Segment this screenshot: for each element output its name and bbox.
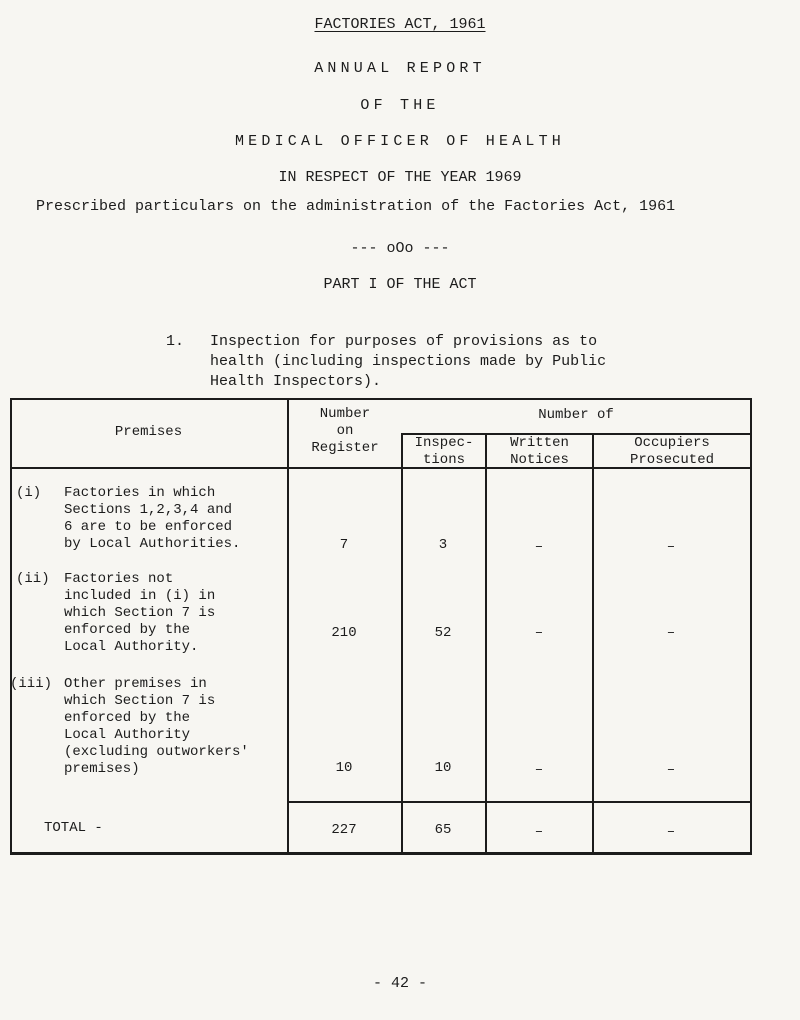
total-prosecuted: – [666,824,676,840]
row-index: (i) [16,485,42,501]
row-register: 210 [331,625,357,641]
header-number-on-register: Number on Register [311,406,379,456]
row-prosecuted: – [666,539,676,555]
row-label: Factories not included in (i) in which Section 7 is enforced by the Local Authority. [64,571,216,655]
row-inspections: 52 [434,625,452,641]
register-divider [401,433,403,855]
part-heading: PART I OF THE ACT [323,276,477,293]
header-number-of: Number of [538,407,614,423]
notices-divider [592,433,594,855]
separator: --- oOo --- [350,240,450,257]
total-notices: – [534,824,544,840]
report-heading-line-3: MEDICAL OFFICER OF HEALTH [234,133,566,150]
row-prosecuted: – [666,762,676,778]
inspections-divider [485,433,487,855]
row-inspections: 10 [434,760,452,776]
section-text: Inspection for purposes of provisions as to health (including inspections made by Public Health Inspectors). [210,333,607,390]
table-top-border [10,398,752,400]
row-label: Other premises in which Section 7 is enforced by the Local Authority (excluding outworkers' premises) [64,676,249,777]
row-notices: – [534,625,544,641]
row-prosecuted: – [666,625,676,641]
header-premises: Premises [114,424,183,440]
table-bottom-border [10,852,752,855]
row-index: (ii) [16,571,50,587]
row-register: 7 [339,537,349,553]
prescribed-particulars-line: Prescribed particulars on the administration of the Factories Act, 1961 [36,198,676,215]
row-notices: – [534,762,544,778]
table-right-border [750,398,752,855]
row-inspections: 3 [438,537,448,553]
page-number: - 42 - [372,975,427,992]
report-heading-line-1: ANNUAL REPORT [314,60,486,77]
report-heading-line-2: OF THE [360,97,440,114]
row-register: 10 [335,760,353,776]
report-year-line: IN RESPECT OF THE YEAR 1969 [278,169,522,186]
total-inspections: 65 [434,822,452,838]
total-top-border [288,801,752,803]
row-index: (iii) [10,676,53,692]
section-item [148,312,606,392]
header-inspections: Inspec- tions [414,435,474,468]
inspection-table [10,398,752,856]
row-label: Factories in which Sections 1,2,3,4 and 6 are to be enforced by Local Authorities. [64,485,241,552]
section-number: 1. [166,333,185,350]
header-written-notices: Written Notices [510,435,569,468]
total-label: TOTAL - [44,820,103,836]
header-occupiers-prosecuted: Occupiers Prosecuted [629,435,714,468]
row-notices: – [534,539,544,555]
document-title: FACTORIES ACT, 1961 [314,16,486,33]
table-left-border [10,398,12,855]
total-register: 227 [331,822,357,838]
